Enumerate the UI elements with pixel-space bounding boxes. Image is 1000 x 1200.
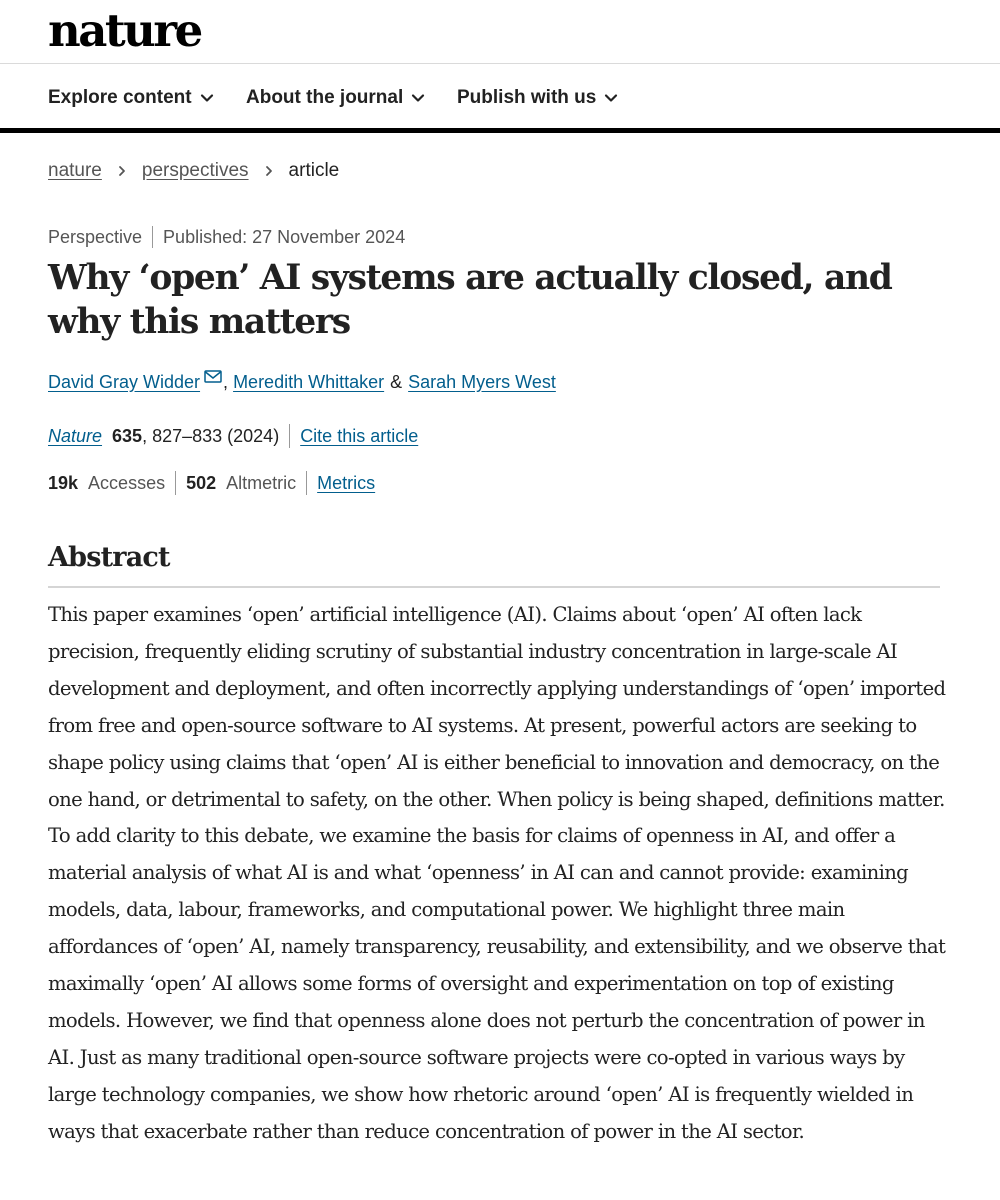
publish-date: Published: 27 November 2024 [163, 226, 406, 247]
author-link-whittaker[interactable]: Meredith Whittaker [233, 371, 385, 392]
altmetric-score: 502 [186, 472, 217, 493]
article-meta [48, 224, 405, 250]
divider [289, 424, 290, 448]
divider [175, 471, 176, 495]
divider [306, 471, 307, 495]
volume-number: 635 [112, 425, 143, 446]
breadcrumb-link-nature[interactable]: nature [48, 160, 102, 181]
nav-about-journal[interactable] [246, 85, 425, 111]
breadcrumb-link-perspectives[interactable]: perspectives [141, 160, 249, 181]
mail-icon[interactable] [203, 369, 223, 385]
author-ampersand: & [390, 371, 403, 392]
author-link-widder[interactable]: David Gray Widder [48, 371, 201, 392]
article-type: Perspective [48, 226, 143, 247]
divider [152, 226, 153, 248]
chevron-down-icon [411, 91, 425, 105]
breadcrumb-current: article [288, 160, 340, 181]
main-nav [0, 64, 1000, 133]
nav-publish-with-us[interactable] [457, 85, 618, 111]
citation-line [48, 422, 418, 450]
author-separator: , [223, 371, 229, 392]
nav-publish-label: Publish with us [457, 87, 597, 108]
logo-bar [0, 0, 1000, 64]
page-range: , 827–833 (2024) [142, 425, 280, 446]
author-list [48, 368, 556, 396]
author-link-west[interactable]: Sarah Myers West [408, 371, 556, 392]
abstract-body: This paper examines ‘open’ artificial intelligence (AI). Claims about ‘open’ AI often lack precision, frequently eliding scrutiny of substantial industry concentration in large-scale AI development and deployment, and often incorrectly applying understandings of ‘open’ imported from free and open-source software to AI systems. At present, powerful actors are seeking to shape policy using claims that ‘open’ AI is either beneficial to innovation and democracy, on the one hand, or detrimental to safety, on the other. When policy is being shaped, definitions matter. To add clarity to this debate, we examine the basis for claims of openness in AI, and offer a material analysis of what AI is and what ‘openness’ in AI can and cannot provide: examining models, data, labour, frameworks, and computational power. We highlight three main affordances of ‘open’ AI, namely transparency, reusability, and extensibility, and we observe that maximally ‘open’ AI allows some forms of oversight and experimentation on top of existing models. However, we find that openness alone does not perturb the concentration of power in AI. Just as many traditional open-source software projects were co-opted in various ways by large technology companies, we show how rhetoric around ‘open’ AI is frequently wielded in ways that exacerbate rather than reduce concentration of power in the AI sector. [48, 603, 946, 1143]
article-title: Why ‘open’ AI systems are actually closed, and why this matters [48, 258, 892, 342]
metrics-link[interactable]: Metrics [317, 472, 376, 493]
altmetric-label: Altmetric [226, 472, 297, 493]
nav-explore-content[interactable] [48, 85, 214, 111]
article-metrics [48, 469, 375, 497]
accesses-count: 19k [48, 472, 79, 493]
chevron-down-icon [604, 91, 618, 105]
nav-about-label: About the journal [246, 87, 404, 108]
chevron-right-icon [116, 165, 128, 177]
breadcrumb [48, 157, 339, 185]
nature-logo[interactable]: nature [48, 4, 201, 57]
chevron-down-icon [200, 91, 214, 105]
cite-article-link[interactable]: Cite this article [300, 425, 419, 446]
accesses-label: Accesses [88, 472, 166, 493]
journal-link[interactable]: Nature [48, 425, 103, 446]
abstract-heading: Abstract [48, 538, 940, 588]
chevron-right-icon [263, 165, 275, 177]
nav-explore-label: Explore content [48, 87, 192, 108]
